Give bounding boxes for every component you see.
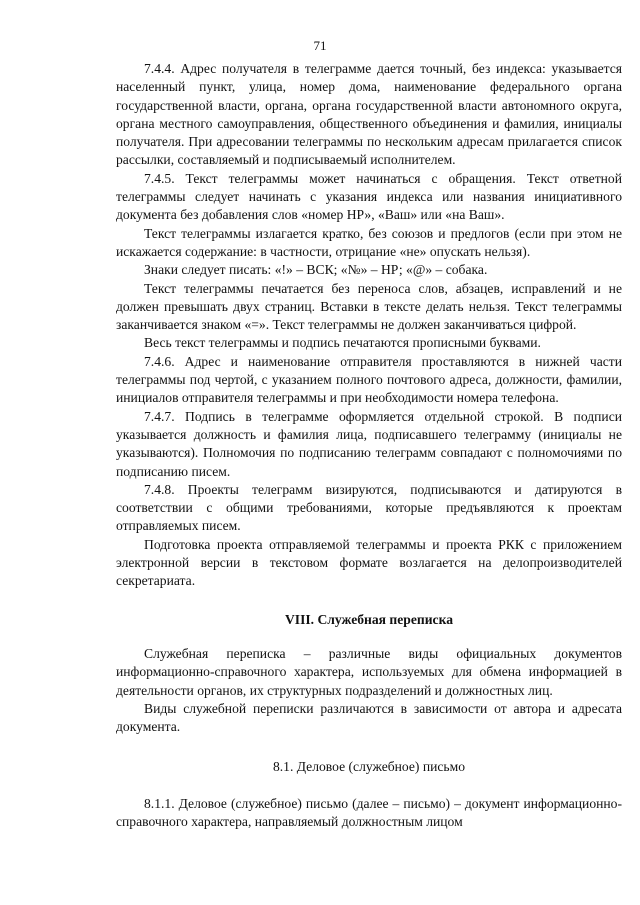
paragraph-correspondence-definition: Служебная переписка – различные виды официальных документов информационно-справочного характера, используемых для обмена информацией в деятельности органов, их структурных подразделений и должностных лиц.	[116, 645, 622, 698]
paragraph-7-4-7: 7.4.7. Подпись в телеграмме оформляется отдельной строкой. В подписи указывается должность и фамилия лица, подписавшего телеграмму (инициалы не указываются). Полномочия по подписанию телеграмм совпадают с полномочиями по подписанию писем.	[116, 408, 622, 479]
section-heading: VIII. Служебная переписка	[284, 611, 454, 627]
paragraph-7-4-4: 7.4.4. Адрес получателя в телеграмме дается точный, без индекса: указывается населенный пункт, улица, номер дома, наименование федерального органа государственной власти, органа, органа государственной власти автономного округа, органа местного самоуправления, общественного объединения и фамилия, инициалы получателя. При адресовании телеграммы по нескольким адресам прилагается список рассылки, составляемый и подписываемый исполнителем.	[116, 61, 622, 168]
paragraph-telegram-capitals: Весь текст телеграммы и подпись печатаются прописными буквами.	[144, 335, 541, 351]
subsection-heading: 8.1. Деловое (служебное) письмо	[272, 759, 466, 775]
document-body	[116, 60, 622, 831]
paragraph-7-4-5: 7.4.5. Текст телеграммы может начинаться с обращения. Текст ответной телеграммы следует начинать с указания индекса или названия инициативного документа без добавления слов «номер НР», «Ваш» или «на Ваш».	[116, 170, 622, 223]
paragraph-7-4-6: 7.4.6. Адрес и наименование отправителя проставляются в нижней части телеграммы под чертой, с указанием полного почтового адреса, должности, фамилии, инициалов отправителя телеграммы и при необходимости номера телефона.	[116, 353, 622, 406]
paragraph-correspondence-types: Виды служебной переписки различаются в зависимости от автора и адресата документа.	[116, 700, 622, 735]
paragraph-8-1-1: 8.1.1. Деловое (служебное) письмо (далее – письмо) – документ информационно-справочного характера, направляемый должностным лицом	[116, 795, 622, 829]
paragraph-telegram-preparation: Подготовка проекта отправляемой телеграммы и проекта РКК с приложением электронной версии в текстовом формате возлагается на делопроизводителей секретариата.	[116, 536, 622, 589]
paragraph-telegram-brevity: Текст телеграммы излагается кратко, без союзов и предлогов (если при этом не искажается содержание: в частности, отрицание «не» опускать нельзя).	[116, 225, 622, 259]
paragraph-7-4-8: 7.4.8. Проекты телеграмм визируются, подписываются и датируются в соответствии с общими требованиями, которые предъявляются к проектам отправляемых писем.	[116, 481, 622, 534]
paragraph-telegram-printing: Текст телеграммы печатается без переноса слов, абзацев, исправлений и не должен превышать двух страниц. Вставки в тексте делать нельзя. Текст телеграммы заканчивается знаком «=». Текст телеграммы не должен заканчиваться цифрой.	[116, 280, 622, 333]
paragraph-telegram-signs: Знаки следует писать: «!» – ВСК; «№» – НР; «@» – собака.	[144, 262, 488, 278]
page-number: 71	[313, 38, 327, 53]
